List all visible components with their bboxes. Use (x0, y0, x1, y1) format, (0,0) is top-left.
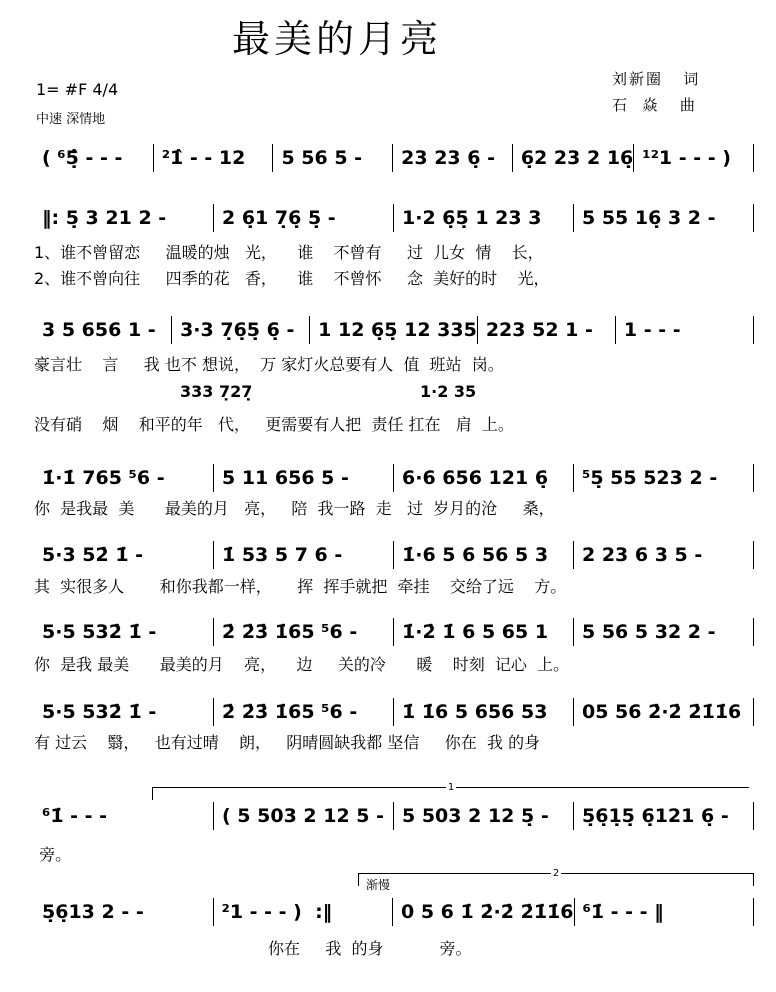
score-row (34, 204, 754, 232)
score-row (34, 618, 754, 646)
measure: 5 503 2 12 5̣ - (394, 802, 574, 830)
measure: 5̣6̣1̣5̣ 6̣121 6̣ - (574, 802, 754, 830)
measure: 223 52 1 - (478, 316, 616, 344)
lyric-line: 其 实很多人 和你我都一样， 挥 挥手就把 牵挂 交给了远 方。 (34, 577, 567, 596)
measure: 1̇ 1̇6 5 656 53 (394, 698, 574, 726)
measure: 5 11 656 5 - (214, 464, 394, 492)
measure: 6̣2 23 2 16̣ (513, 144, 634, 172)
score-row (34, 541, 754, 569)
measure: ( ⁶5̣̂ - - - (34, 144, 154, 172)
lyric-line: 你在 我 的身 旁。 (34, 939, 472, 958)
score-row (34, 144, 754, 172)
measure: ‖: 5̣ 3 21 2 - (34, 204, 214, 232)
measure: 2 23 6 3 5 - (574, 541, 754, 569)
tempo-marking: 中速 深情地 (36, 112, 106, 127)
measure: ⁶1̇ - - - (34, 802, 214, 830)
score-row (34, 898, 754, 926)
measure: 5 56 5 32 2 - (574, 618, 754, 646)
lyricist-credit: 刘新圈 词 (612, 70, 701, 88)
volta-1-label: 1 (447, 782, 455, 793)
measure: 5 55 16̣ 3 2 - (574, 204, 754, 232)
measure: 2̇ 2̇3̇ 1̇65 ⁵6 - (214, 618, 394, 646)
measure: 1̇ 53 5 7 6 - (214, 541, 394, 569)
measure: 1̇·2̇ 1̇ 6 5 65 1 (394, 618, 574, 646)
lyric-line: 旁。 (34, 845, 72, 864)
ritardando-marking: 渐慢 (366, 878, 391, 892)
score-row (34, 698, 754, 726)
composer-credit: 石 焱 曲 (612, 96, 697, 114)
key-signature: 1= #F 4/4 (36, 80, 119, 99)
measure: 1 12 6̣5̣ 12 335 (310, 316, 478, 344)
lyric-line: 有 过云 翳， 也有过晴 朗， 阴晴圆缺我都 坚信 你在 我 的身 (34, 733, 541, 752)
measure: 0 5 6 1̇ 2̇·2̇ 2̇1̇1̇6 (393, 898, 575, 926)
measure: ²1 - - - ) :‖ (214, 898, 394, 926)
volta-1-bracket (152, 782, 749, 800)
lyric-line: 你 是我 最美 最美的月 亮， 边 关的冷 暖 时刻 记心 上。 (34, 655, 570, 674)
measure: 1·2 6̣5̣ 1 23 3 (394, 204, 574, 232)
measure: ¹²1 - - - ) (634, 144, 754, 172)
measure: 5·5 532̇ 1̇ - (34, 618, 214, 646)
measure: 5 56 5 - (273, 144, 393, 172)
measure: 3·3 7̣6̣5̣ 6̣ - (172, 316, 310, 344)
volta-2-label: 2 (552, 868, 560, 879)
alt-notes-1: 333 7̣27̣ (180, 382, 253, 401)
lyric-line: 2、谁不曾向往 四季的花 香， 谁 不曾怀 念 美好的时 光， (34, 269, 550, 288)
measure: 2̇ 2̇3̇ 1̇65 ⁵6 - (214, 698, 394, 726)
measure: 5·3 52̇ 1̇ - (34, 541, 214, 569)
measure: 05 56 2̇·2̇ 2̇1̇1̇6 (574, 698, 754, 726)
song-title: 最美的月亮 (232, 17, 443, 61)
measure: 5̣6̣13 2 - - (34, 898, 214, 926)
measure: ( 5 503 2 12 5 - (214, 802, 394, 830)
lyric-line: 豪言壮 言 我 也不 想说， 万 家灯火总要有人 值 班站 岗。 (34, 355, 504, 374)
score-row (34, 464, 754, 492)
measure: 6·6 656 121 6̣ (394, 464, 574, 492)
measure: 5·5 532̇ 1̇ - (34, 698, 214, 726)
alt-notes-2: 1·2 35 (420, 382, 477, 401)
measure: 2 6̣1 7̣6̣ 5̣ - (214, 204, 394, 232)
volta-2-bracket (358, 868, 754, 886)
alt-lyric-line: 没有硝 烟 和平的年 代， 更需要有人把 责任 扛在 肩 上。 (34, 415, 514, 434)
measure: ⁶1̇ - - - ‖ (575, 898, 755, 926)
lyric-line: 你 是我最 美 最美的月 亮， 陪 我一路 走 过 岁月的沧 桑， (34, 499, 555, 518)
measure: ⁵5̣ 55 523 2 - (574, 464, 754, 492)
measure: ²1̂ - - 12 (154, 144, 274, 172)
measure: 1 - - - (616, 316, 754, 344)
measure: 23 23 6̣ - (393, 144, 513, 172)
measure: 1̇·6 5 6 56 5 3 (394, 541, 574, 569)
measure: 3 5 656 1 - (34, 316, 172, 344)
score-row (34, 316, 754, 344)
measure: 1̇·1̇ 765 ⁵6 - (34, 464, 214, 492)
lyric-line: 1、谁不曾留恋 温暖的烛 光， 谁 不曾有 过 儿女 情 长， (34, 243, 544, 262)
score-row (34, 802, 754, 830)
